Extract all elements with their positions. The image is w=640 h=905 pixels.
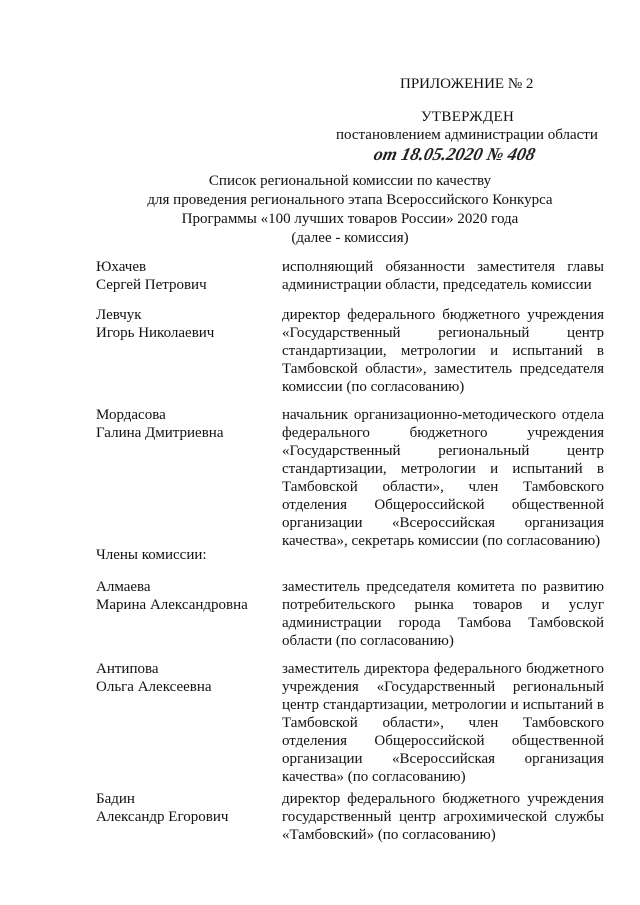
person-role: заместитель председателя комитета по развитию потребительского рынка товаров и услуг администрации города Тамбова Тамбовской области (по согласованию) [282,579,604,649]
person-name [96,406,266,442]
person-surname: Бадин [96,791,135,807]
person-role: директор федерального бюджетного учреждения «Государственный региональный центр стандартизации, метрологии и испытаний в Тамбовской области», заместитель председателя комиссии (по согласованию) [282,307,604,395]
person-role: заместитель директора федерального бюджетного учреждения «Государственный региональный центр стандартизации, метрологии и испытаний в Тамбовской области», член Тамбовского отделения Общероссийской общественной организации «Всероссийская организация качества» (по согласованию) [282,661,604,785]
person-role: исполняющий обязанности заместителя главы администрации области, председатель комиссии [282,259,604,293]
person-given-name: Игорь Николаевич [96,325,215,341]
appendix-label: ПРИЛОЖЕНИЕ № 2 [400,76,534,92]
person-name [96,790,266,826]
person-name [96,258,266,294]
person-role: директор федерального бюджетного учреждения государственный центр агрохимической службы «Тамбовский» (по согласованию) [282,791,604,843]
person-name [96,306,266,342]
person-role: начальник организационно-методического отдела федерального бюджетного учреждения «Государственный региональный центр стандартизации, метрологии и испытаний в Тамбовской области», член Тамбовского отделения Общероссийской общественной организации «Всероссийская организация качества», секретарь комиссии (по согласованию) [282,407,604,549]
person-given-name: Ольга Алексеевна [96,679,212,695]
title-line-4: (далее - комиссия) [291,230,409,246]
approved-label: УТВЕРЖДЕН [421,109,515,125]
person-given-name: Марина Александровна [96,597,248,613]
person-surname: Алмаева [96,579,151,595]
document-title [90,172,610,248]
person-given-name: Александр Егорович [96,809,229,825]
members-heading: Члены комиссии: [96,547,207,563]
person-surname: Антипова [96,661,159,677]
decree-label: постановлением администрации области [336,127,598,143]
person-given-name: Сергей Петрович [96,277,207,293]
person-surname: Юхачев [96,259,147,275]
title-line-2: для проведения регионального этапа Всероссийского Конкурса [147,192,553,208]
person-surname: Мордасова [96,407,166,423]
person-given-name: Галина Дмитриевна [96,425,224,441]
person-surname: Левчук [96,307,142,323]
title-line-3: Программы «100 лучших товаров России» 2020 года [181,211,519,227]
handwritten-date-number: от 18.05.2020 № 408 [371,144,538,164]
person-name [96,578,266,614]
title-line-1: Список региональной комиссии по качеству [208,173,492,189]
person-name [96,660,266,696]
